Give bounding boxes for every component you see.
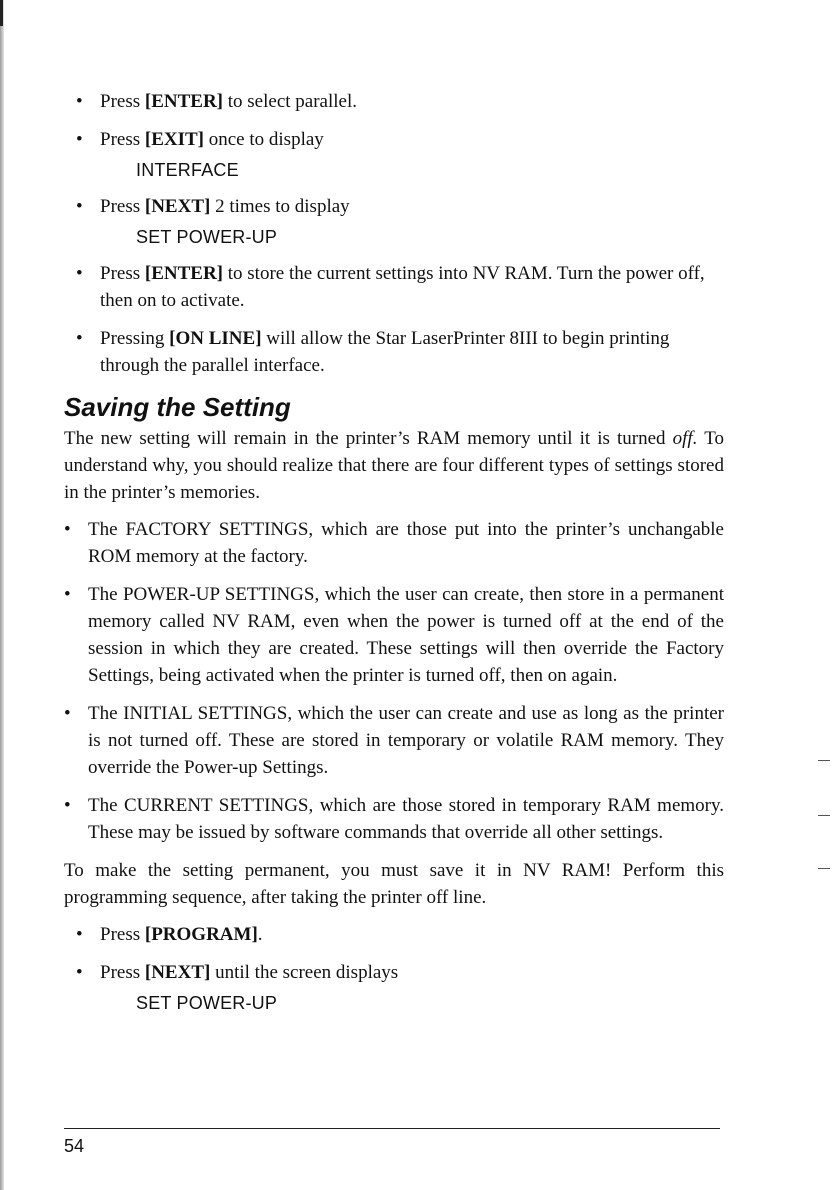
outro-paragraph: To make the setting permanent, you must save it in NV RAM! Perform this programming sequence, after taking the printer off line. [64,860,724,908]
top-instruction-list [64,260,724,379]
key-label: [ENTER] [144,91,223,112]
item-prefix: Press [100,962,145,983]
lcd-display-text: INTERFACE [136,160,239,180]
lcd-display-text: SET POWER-UP [136,993,278,1013]
bullet: • [64,703,71,724]
bullet: • [76,328,83,349]
footer-rule [64,1128,720,1129]
list-item [64,581,724,689]
list-item [64,516,724,570]
list-item [64,792,724,846]
top-instruction-list [64,88,724,153]
item-suffix: once to display [204,129,324,150]
bullet: • [76,263,83,284]
list-item [64,126,724,153]
item-suffix: to select parallel. [223,91,357,112]
item-prefix: Press [100,91,145,112]
key-label: [PROGRAM] [144,924,258,945]
key-label: [NEXT] [144,196,211,217]
item-text: The FACTORY SETTINGS, which are those put into the printer’s unchangable ROM memory at the factory. [88,519,724,567]
settings-type-list [64,516,724,846]
page-content [64,88,724,1026]
page-scan-edge [0,0,4,1190]
margin-mark [818,868,830,869]
item-text: The INITIAL SETTINGS, which the user can create and use as long as the printer is not turned off. These are stored in temporary or volatile RAM memory. They override the Power-up Settings. [88,703,724,778]
item-prefix: Press [100,263,145,284]
list-item [64,88,724,115]
item-prefix: Pressing [100,328,170,349]
top-instruction-list [64,193,724,220]
key-label: [NEXT] [144,962,211,983]
bullet: • [64,795,71,816]
item-prefix: Press [100,924,145,945]
scan-edge-mark [0,0,3,26]
bullet: • [76,924,83,945]
margin-mark [818,760,830,761]
bottom-instruction-list [64,921,724,986]
list-item [64,700,724,781]
section-heading: Saving the Setting [64,392,291,422]
item-prefix: Press [100,196,145,217]
margin-mark [818,815,830,816]
intro-tail: To understand why, you should realize that there are four different types of settings stored in the printer’s memories. [64,428,724,503]
item-suffix: until the screen displays [210,962,399,983]
key-label: [ON LINE] [169,328,262,349]
list-item [64,260,724,314]
bullet: • [64,584,71,605]
list-item [64,921,724,948]
item-suffix: will allow the Star LaserPrinter 8III to begin printing through the parallel interface. [100,328,670,376]
intro-paragraph [64,425,724,506]
item-text: The POWER-UP SETTINGS, which the user can create, then store in a permanent memory called NV RAM, even when the power is turned off at the end of the session in which they are created. These settings will then override the Factory Settings, being activated when the printer is turned off, then on again. [88,584,724,686]
lcd-display-text: SET POWER-UP [136,227,278,247]
intro-lead: The new setting will remain in the printer’s RAM memory until it is turned [64,428,673,449]
item-suffix: . [257,924,263,945]
bullet: • [76,196,83,217]
bullet: • [64,519,71,540]
list-item [64,325,724,379]
bullet: • [76,129,83,150]
item-prefix: Press [100,129,145,150]
item-suffix: to store the current settings into NV RAM. Turn the power off, then on to activate. [100,263,705,311]
item-suffix: 2 times to display [210,196,350,217]
intro-emphasis: off. [672,428,698,449]
bullet: • [76,91,83,112]
item-text: The CURRENT SETTINGS, which are those stored in temporary RAM memory. These may be issued by software commands that override all other settings. [88,795,724,843]
list-item [64,193,724,220]
bullet: • [76,962,83,983]
list-item [64,959,724,986]
key-label: [EXIT] [144,129,204,150]
key-label: [ENTER] [144,263,223,284]
page-number: 54 [64,1136,85,1156]
